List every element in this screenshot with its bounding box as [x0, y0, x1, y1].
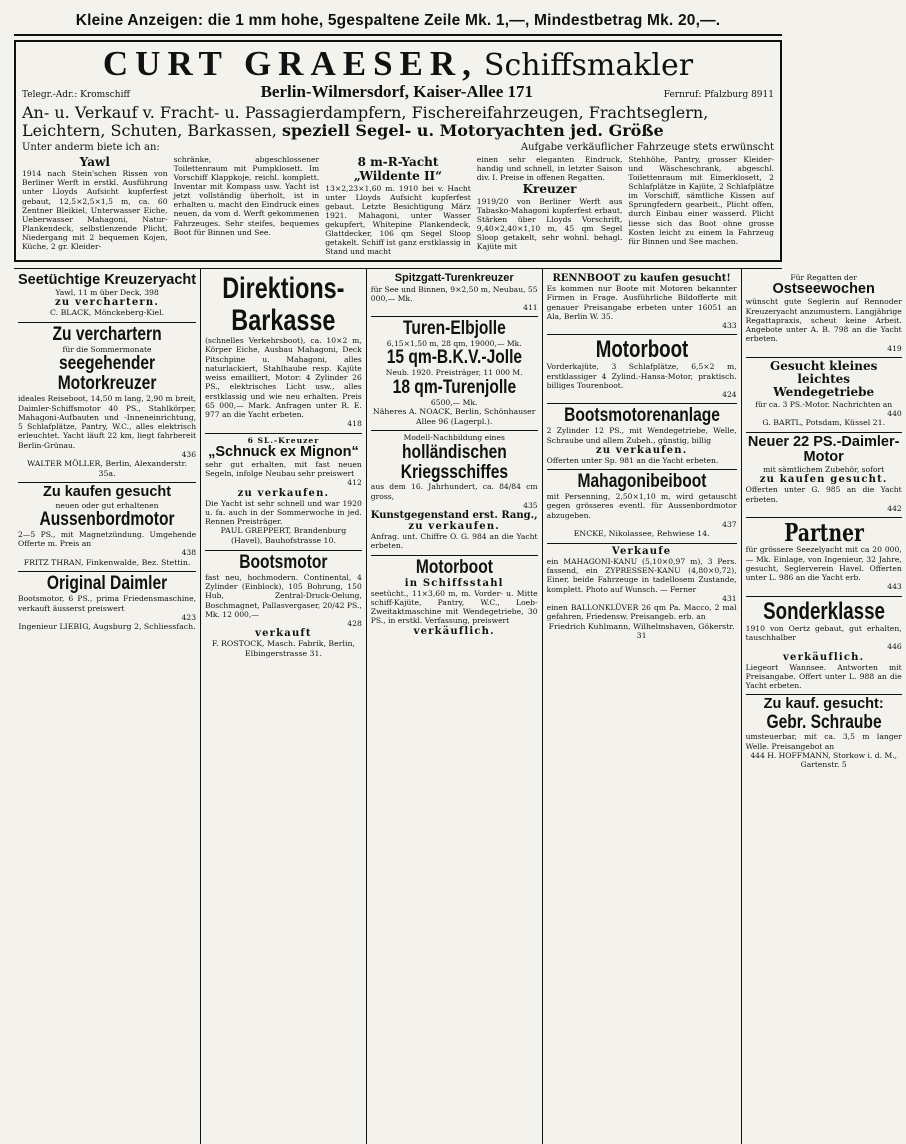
banner-phone: Fernruf: Pfalzburg 8911 — [663, 90, 774, 100]
ad-contact: FRITZ THRAN, Finkenwalde, Bez. Stettin. — [23, 557, 191, 567]
ad-body: umsteuerbar, mit ca. 3,5 m langer Welle. Preisangebot an — [745, 732, 902, 751]
ad-subhead: zu verchartern. — [55, 297, 160, 309]
ad-subhead: holländischen Kriegsschiffes — [400, 441, 508, 483]
classified-ad — [547, 544, 737, 645]
ad-headline: Seetüchtige Kreuzeryacht — [18, 272, 197, 288]
ad-number: 435 — [523, 500, 538, 510]
classified-ad — [371, 317, 538, 431]
ad-number: 428 — [347, 619, 362, 629]
ad-body-3: 6500,— Mk. — [430, 397, 478, 407]
ad-sale-label: zu verkaufen. — [595, 444, 688, 456]
ad-number: 444 — [750, 750, 765, 760]
ad-subhead: in Schiffsstahl — [404, 577, 504, 589]
ad-number: 412 — [347, 478, 362, 488]
classified-ad — [746, 597, 902, 696]
ad-number: 418 — [347, 419, 362, 429]
ad-body: Vorderkajüte, 3 Schlafplätze, 6,5×2 m, erstklassiger 4 Zylind.-Hansa-Motor, praktisch. billiges Tourenboot. — [546, 362, 737, 390]
banner-col-1-head: Yawl — [79, 154, 110, 169]
ad-contact: Näheres A. NOACK, Berlin, Schönhauser Allee 96 (Lagerpl.). — [372, 406, 536, 426]
ad-subhead-2: 18 qm-Turenjolle — [392, 376, 516, 398]
ad-headline: Zu verchartern — [52, 324, 162, 346]
ad-headline: Sonderklasse — [762, 597, 885, 625]
ad-body: Bootsmotor, 6 PS., prima Friedensmaschine, verkauft äusserst preiswert — [18, 594, 197, 613]
ad-body: sehr gut erhalten, mit fast neuen Segeln, infolge Neubau sehr preiswert — [205, 459, 362, 479]
banner-trade: Schiffsmakler — [483, 48, 694, 83]
ad-body: für grössere Seezelyacht mit ca 20 000,— Mk. Einlage, von Ingenieur, 32 Jahre, gesucht, Seglerverein Havel. Offerten unter L. 986 an die Yacht erb. — [745, 545, 902, 583]
ad-subhead: „Schnuck ex Mignon“ — [208, 443, 359, 460]
ad-headline: Original Daimler — [46, 573, 168, 595]
ad-number: 438 — [181, 548, 197, 558]
ad-headline: 6 SL.-Kreuzer — [247, 435, 320, 445]
ad-subhead: Ostseewochen — [772, 281, 875, 298]
classified-ad — [746, 695, 902, 773]
ad-headline: Bootsmotorenanlage — [563, 405, 720, 427]
banner-col-5 — [628, 155, 774, 261]
ad-subhead: Gebr. Schraube — [766, 711, 882, 733]
classified-ad — [205, 434, 362, 551]
ad-headline: Bootsmotor — [239, 551, 328, 573]
classified-column-5 — [742, 269, 906, 1144]
ad-body-2: Die Yacht ist sehr schnell und war 1920 u. fa. auch in der Sommerwoche in jed. Rennen Preisträger. — [205, 498, 362, 527]
ad-sale-label: zu verkaufen. — [408, 521, 500, 533]
ad-text: für die Sommermonate — [62, 345, 152, 355]
ad-number: 446 — [887, 642, 902, 652]
classified-column-2 — [201, 269, 367, 1144]
banner-telegram: Telegr.-Adr.: Kromschiff — [22, 90, 130, 100]
ad-sale-label: verkauft — [255, 628, 312, 640]
ad-body: 6,15×1,50 m, 28 qm, 19000,— Mk. — [386, 339, 522, 349]
ad-subhead-2: Kunstgegenstand erst. Rang., — [370, 510, 538, 522]
ad-subhead: 15 qm-B.K.V.-Jolle — [386, 347, 522, 369]
banner-columns — [22, 155, 774, 261]
ad-body-2: Offerten unter G. 985 an die Yacht erbeten. — [745, 485, 902, 504]
banner-services — [22, 104, 774, 141]
banner-title — [22, 46, 774, 81]
ad-headline: Motorboot — [415, 556, 493, 578]
classified-ad — [746, 358, 902, 433]
ad-body: aus dem 16. Jahrhundert, ca. 84/84 cm gross, — [370, 482, 538, 501]
ad-number: 411 — [523, 303, 538, 313]
classified-column-4 — [543, 269, 742, 1144]
banner-services-line-1: An- u. Verkauf v. Fracht- u. Passagierdampfern, Fischereifahrzeugen, Frachtseglern, — [22, 103, 709, 122]
banner-col-4-text-b: 1919/20 von Berliner Werft aus Tabasko-Mahagoni kupferfest erbaut, Stärken über Lloyds Vorschrift, 9,40×2,40×1,10 m, 45 qm Segel Sloop getakelt, sehr wohnl. behagl. Kajüte mit — [476, 196, 623, 252]
classified-ad — [18, 323, 196, 483]
ad-contact: Friedrich Kuhlmann, Wilhelmshaven, Gökerstr. 31 — [548, 621, 735, 641]
ad-headline: Gesucht kleines leichtes Wendegetriebe — [770, 358, 878, 400]
ad-body: (schnelles Verkehrsboot), ca. 10×2 m, Körper Eiche, Ausbau Mahagoni, Deck Pitschpine u. Mahagoni, alles naturlackiert, Stahlhaube resp. Kajüte weiss emailliert, Motor: 4 Zylinder 26 PS., elektrisches Licht usw., alles erstklassig und wie neu erhalten. Preis 65 000,— Mark. Anfragen unter R. E. 977 an die Yacht erbeten. — [205, 336, 362, 419]
ad-number: 437 — [722, 519, 737, 529]
banner-col-5-text: Stehhöhe, Pantry, grosser Kleider- und Wäscheschrank, abgeschl. Toilettenraum mit Eimerklosett, 2 Schlafplätze in Kajüte, 2 Schlafplätze im Vorschiff, sämtliche Kissen auf Sprungfedern gearbeit., Plicht offen, durch Einbau einer wasserd. Plicht liesse sich das Boot ohne grosse Kosten leicht zu einem la Fahrzeug für Binnen und See machen. — [628, 154, 774, 246]
classified-ad — [205, 551, 362, 663]
ad-headline: Verkaufe — [611, 545, 672, 557]
ad-headline: Direktions-Barkasse — [222, 272, 345, 337]
ad-body: für See und Binnen, 9×2,50 m, Neubau, 55 000,— Mk. — [370, 284, 538, 303]
ad-headline: Modell-Nachbildung eines — [403, 433, 505, 443]
ad-body-2: Offerten unter Sp. 981 an die Yacht erbeten. — [546, 455, 719, 465]
banner-offer-intro: Unter anderm biete ich an: — [22, 141, 160, 153]
classified-ad — [746, 271, 902, 358]
banner-company-name: CURT GRAESER, — [102, 44, 478, 83]
banner-col-4-text: einen sehr eleganten Eindruck, handig und schnell, in letzter Saison div. I. Preise in offenen Regatten. — [476, 154, 623, 182]
ad-contact: WALTER MÖLLER, Berlin, Alexanderstr. 35a. — [27, 459, 188, 478]
ad-body: mit sämtlichem Zubehör, sofort — [763, 465, 885, 475]
ad-body: ein MAHAGONI-KANU (5,10×0,97 m), 3 Pers. fassend, ein ZYPRESSEN-KANU (4,80×0,72), Einer, beide Fahrzeuge in tadellosem Zustande, komplett. Photo auf Wunsch. — Ferner — [546, 556, 737, 594]
ad-headline: Motorboot — [595, 336, 688, 364]
ad-body: für ca. 3 PS.-Motor. Nachrichten an — [755, 399, 893, 409]
ad-contact: Ingenieur LIEBIG, Augsburg 2, Schliessfach. — [18, 622, 196, 632]
ad-contact: C. BLACK, Mönckeberg-Kiel. — [49, 308, 165, 318]
classified-ad — [547, 404, 737, 470]
classified-ad — [746, 518, 902, 596]
banner-services-line-2-text: Leichtern, Schuten, Barkassen, — [22, 121, 277, 141]
banner-col-2 — [174, 155, 320, 261]
ad-number: 419 — [887, 343, 902, 353]
ad-headline: Zu kaufen gesucht — [42, 484, 172, 501]
ad-body: ideales Reiseboot, 14,50 m lang, 2,90 m breit, Daimler-Schiffsmotor 40 PS., Stahlkörper, Mahagoni-Aufbauten und -Inneneinrichtung, 5 Schlafplätze, Pantry, W.C., alles elektrisch erleuchtet. Yacht läuft 22 km, liegt fahrbereit Berlin-Grünau. — [18, 394, 197, 450]
ad-body: mit Persenning, 2,50×1,10 m, wird getauscht gegen grösseres eventl. für Aussenbordmotor abzugeben. — [546, 492, 737, 520]
classified-ad — [371, 431, 538, 555]
graeser-banner-ad — [14, 40, 782, 262]
ad-number: 436 — [181, 449, 197, 459]
ad-headline: Spitzgatt-Turenkreuzer — [394, 272, 514, 284]
classified-column-1 — [14, 269, 201, 1144]
ad-contact: F. ROSTOCK, Masch. Fabrik, Berlin, Elbingerstrasse 31. — [211, 639, 355, 659]
ad-body-2: einen BALLONKLÜVER 26 qm Pa. Macco, 2 mal gefahren, Friedensw. Preisangeb. erb. an — [546, 603, 737, 622]
ad-headline: Zu kauf. gesucht: — [763, 696, 884, 713]
ad-headline: Partner — [783, 518, 864, 548]
ad-number: 424 — [722, 390, 737, 400]
ad-number: 423 — [181, 612, 197, 622]
ad-contact-row — [746, 751, 902, 770]
classified-ad — [746, 433, 902, 518]
banner-services-bold: speziell Segel- u. Motoryachten jed. Größe — [281, 121, 664, 141]
ad-body-2: Neub. 1920. Preisträger, 11 000 M. — [385, 368, 523, 378]
ad-number: 398 — [144, 288, 159, 298]
ad-headline: Mahagonibeiboot — [577, 471, 707, 493]
banner-services-line-2 — [22, 122, 774, 140]
ad-number: 440 — [887, 408, 902, 418]
classified-column-3 — [367, 269, 543, 1144]
ad-sale-label: verkäuflich. — [413, 625, 495, 637]
classified-ad — [547, 470, 737, 544]
classified-ad — [371, 271, 538, 317]
ad-body: 2—5 PS., mit Magnetzündung. Umgehende Offerte m. Preis an — [18, 529, 197, 549]
banner-sub-row — [22, 142, 774, 153]
ad-headline: RENNBOOT zu kaufen gesucht! — [552, 273, 731, 284]
ad-contact: G. BARTL, Potsdam, Küssel 21. — [762, 418, 886, 428]
ad-body: 2 Zylinder 12 PS., mit Wendegetriebe, Welle, Schraube und allem Zubeh., günstig, billig — [546, 426, 737, 445]
ad-headline: Für Regatten der — [790, 273, 858, 282]
ad-number: 433 — [722, 321, 737, 330]
classified-ad — [18, 271, 196, 323]
ad-headline: Neuer 22 PS.-Daimler-Motor — [747, 433, 900, 465]
ad-subhead: Aussenbordmotor — [39, 508, 175, 530]
banner-col-3-head: 8 m-R-Yacht „Wildente II“ — [353, 154, 443, 184]
classified-ad — [18, 483, 196, 572]
ad-body-2: Anfrag. unt. Chiffre O. G. 984 an die Yacht erbeten. — [370, 532, 538, 551]
ad-contact: ENCKE, Nikolassee, Rehwiese 14. — [573, 529, 710, 539]
ad-text — [18, 288, 196, 297]
ad-number: 442 — [887, 503, 902, 513]
banner-col-3 — [325, 155, 471, 261]
ad-number: 431 — [722, 593, 737, 603]
classified-ad — [371, 556, 538, 641]
ad-body: Es kommen nur Boote mit Motoren bekannter Firmen in Frage. Ausführliche Bildofferte mit genauer Preisangabe erbeten unter 16051 an Ala, Berlin W. 35. — [546, 284, 737, 321]
ad-body: wünscht gute Seglerin auf Rennoder Kreuzeryacht anzumustern. Langjährige Regattapraxis, scheut keine Arbeit. Angebote unter A. B. 798 an die Yacht erbeten. — [745, 297, 902, 344]
banner-city: Berlin-Wilmersdorf, Kaiser-Allee 171 — [260, 82, 533, 101]
ad-headline: Turen-Elbjolle — [402, 318, 506, 340]
ad-text-body: Yawl, 11 m über Deck, — [55, 288, 142, 298]
classified-ad — [547, 271, 737, 335]
banner-col-3-text: 13×2,23×1,60 m. 1910 bei v. Hacht unter Lloyds Aufsicht kupferfest gebaut. Letzte Besichtigung März 1921. Mahagoni, unter Wasser gekupfert, Whitepine Plankendeck, Glattdecker, 106 qm Segel Sloop getakelt. Schiff ist ganz erstklassig in Stand und macht — [325, 183, 471, 257]
ad-subhead: seegehender Motorkreuzer — [57, 353, 157, 395]
newspaper-page — [14, 12, 902, 1120]
ad-body-2: Liegeort Wannsee. Antworten mit Preisangabe. Offert unter L. 988 an die Yacht erbeten. — [745, 662, 902, 691]
banner-offer-note: Aufgabe verkäuflicher Fahrzeuge stets erwünscht — [520, 141, 774, 153]
ad-body: seetücht., 11×3,60 m, m. Vorder- u. Mitte schiff-Kajüte, Pantry, W.C., Loeb-Zweitaktmaschine mit Wendegetriebe, 30 PS., in erstkl. Verfassung, preiswert — [370, 588, 538, 626]
ad-contact: PAUL GREPPERT, Brandenburg (Havel), Bauhofstrasse 10. — [220, 526, 347, 546]
banner-col-1-text: 1914 nach Stein'schen Rissen von Berliner Werft in erstkl. Ausführung unter Lloyds Aufsicht kupferfest gebaut, 12,5×2,5×1,5 m, ca. 60 Zentner Bleikiel, Unterwasser Eiche, Ueberwasser Mahagoni, Natur-Plankendeck, selbstlenzende Plicht, Niedergang mit 2 bequemen Kojen, Küche, 2 gr. Kleider- — [22, 169, 168, 252]
ad-body: fast neu, hochmodern. Continental, 4 Zylinder (Einblock), 105 Bohrung, 150 Hub, Zentral-Druck-Oelung, Boschmagnet, Pallasvergaser, 20/42 PS., Mk. 12 000,— — [205, 572, 362, 619]
classified-columns — [14, 268, 902, 1144]
banner-address-row — [22, 82, 774, 102]
classified-ad — [547, 335, 737, 404]
classified-ad — [205, 271, 362, 434]
ad-sale-label: zu verkaufen. — [237, 487, 330, 499]
ad-rate-header: Kleine Anzeigen: die 1 mm hohe, 5gespaltene Zeile Mk. 1,—, Mindestbetrag Mk. 20,—. — [14, 12, 782, 36]
ad-sale-label: zu kaufen gesucht. — [759, 474, 888, 486]
banner-col-4 — [477, 155, 623, 261]
ad-body: 1910 von Oertz gebaut, gut erhalten, tauschhalber — [745, 623, 902, 643]
banner-col-2-text: schränke, abgeschlossener Toilettenraum mit Pumpklosett. Im Vorschiff Klappkoje, reichl. komplett. Inventar mit Kompass usw. Yacht ist jetzt vollständig überholt, ist in erhalten u. macht den Eindruck eines neuen, da vom d. Werft gekommenen Fahrzeuges. Sehr steifes, bequemes Boot für Binnen und See. — [173, 154, 320, 237]
banner-col-4-head: Kreuzer — [522, 182, 577, 197]
banner-col-1 — [22, 155, 168, 261]
ad-text: neuen oder gut erhaltenen — [55, 500, 159, 510]
classified-ad — [18, 572, 196, 635]
ad-number: 443 — [887, 582, 902, 592]
ad-contact: H. HOFFMANN, Storkow i. d. M., Gartenstr. 5 — [767, 750, 898, 770]
ad-sale-label: verkäuflich. — [783, 651, 865, 663]
